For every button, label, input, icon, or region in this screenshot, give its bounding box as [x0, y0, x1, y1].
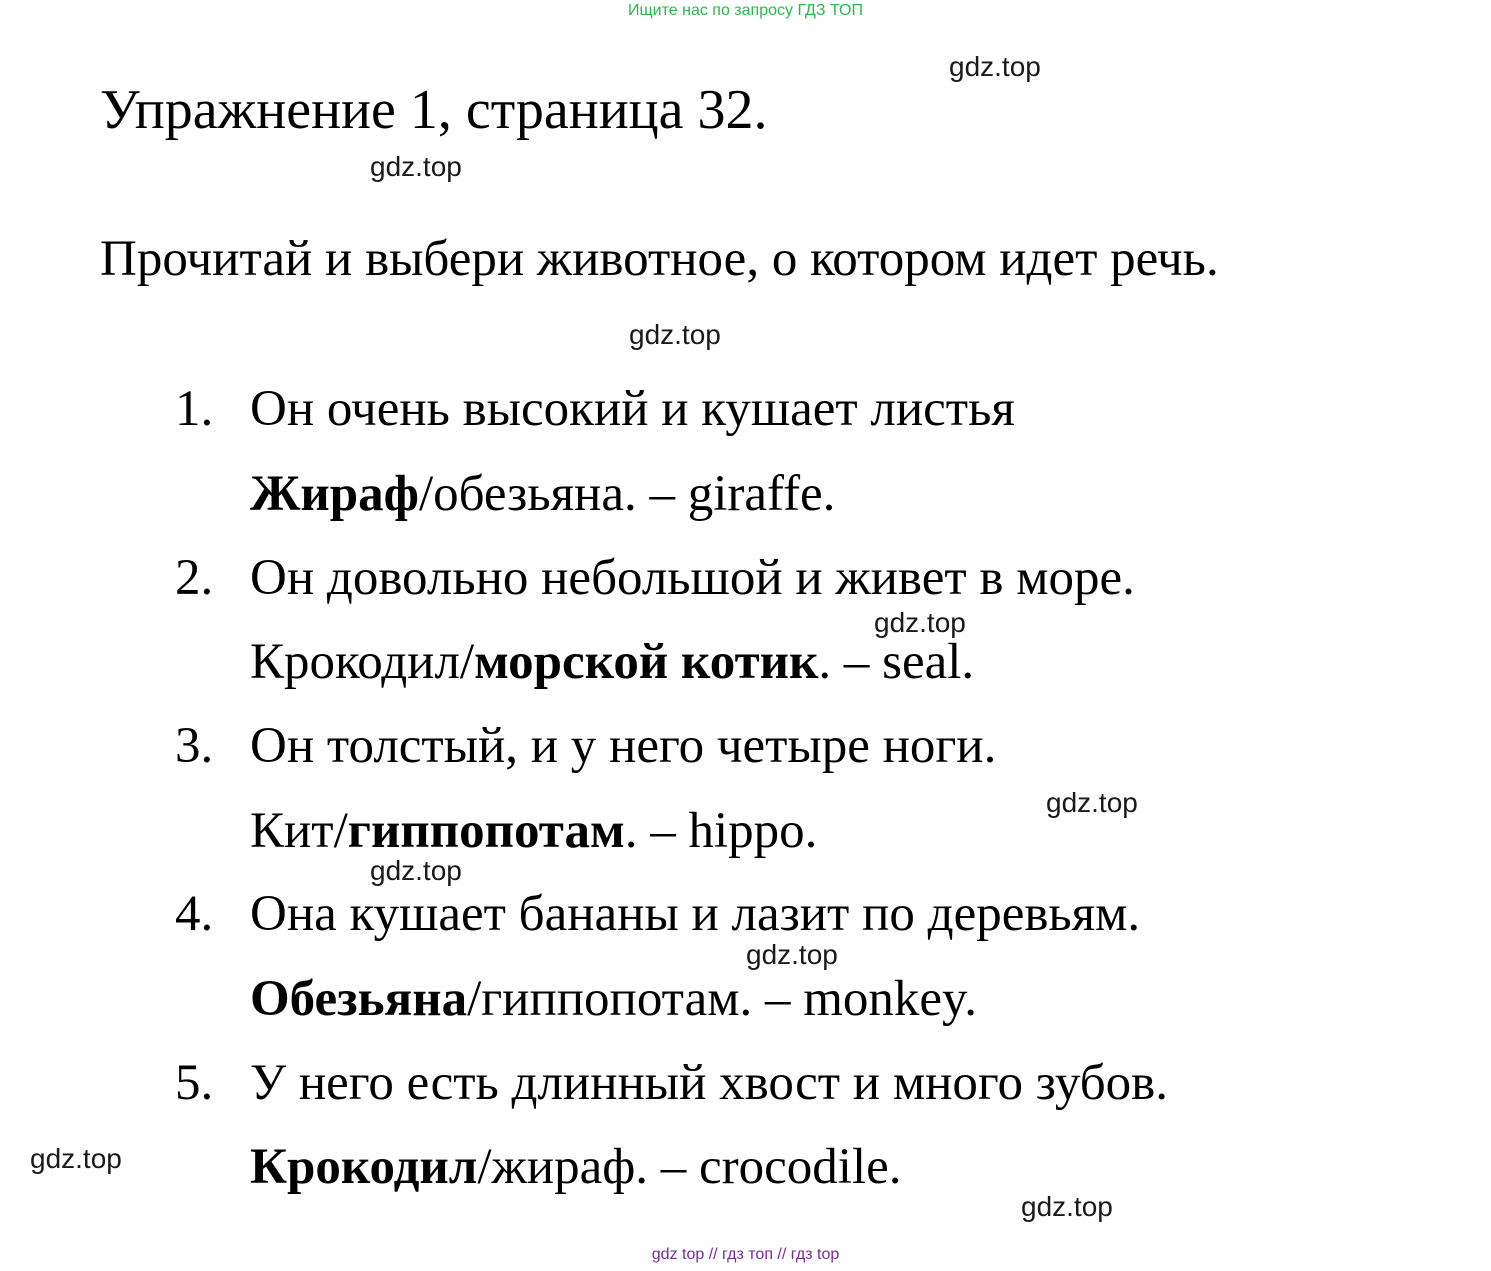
answer-bold: Обезьяна	[250, 971, 468, 1027]
item-number: 5.	[175, 1055, 214, 1111]
watermark: gdz.top	[370, 855, 462, 886]
watermark: gdz.top	[874, 607, 966, 638]
answer-rest: /обезьяна. – giraffe.	[418, 466, 836, 522]
watermark: gdz.top	[949, 51, 1041, 82]
bottom-footer: gdz top // гдз топ // гдз top	[651, 1246, 840, 1263]
item-question: Он толстый, и у него четыре ноги.	[250, 718, 997, 774]
item-number: 4.	[175, 886, 214, 942]
item-question: У него есть длинный хвост и много зубов.	[250, 1055, 1168, 1111]
answer-bold: Крокодил	[250, 1139, 478, 1195]
exercise-title: Упражнение 1, страница 32.	[100, 79, 768, 141]
instruction-text: Прочитай и выбери животное, о котором идет речь.	[100, 231, 1219, 287]
answer-rest: . – hippo.	[624, 803, 818, 859]
item-answer	[250, 466, 836, 522]
watermark: gdz.top	[746, 939, 838, 970]
answer-plain: Крокодил/	[250, 634, 475, 690]
item-answer	[250, 1139, 902, 1195]
top-banner: Ищите нас по запросу ГДЗ ТОП	[628, 2, 863, 19]
watermark: gdz.top	[1046, 787, 1138, 818]
answer-plain: Кит/	[250, 803, 348, 859]
answer-bold: гиппопотам	[347, 803, 625, 859]
item-question: Она кушает бананы и лазит по деревьям.	[250, 886, 1141, 942]
watermark: gdz.top	[629, 319, 721, 350]
item-question: Он довольно небольшой и живет в море.	[250, 550, 1135, 606]
answer-rest: . – seal.	[818, 634, 975, 690]
answer-bold: морской котик	[474, 634, 819, 690]
watermark: gdz.top	[370, 151, 462, 182]
item-answer	[250, 971, 977, 1027]
answer-rest: /гиппопотам. – monkey.	[467, 971, 977, 1027]
item-answer	[250, 634, 975, 690]
item-number: 2.	[175, 550, 214, 606]
answer-bold: Жираф	[250, 466, 419, 522]
watermark: gdz.top	[1021, 1191, 1113, 1222]
item-number: 3.	[175, 718, 214, 774]
watermark: gdz.top	[30, 1143, 122, 1174]
item-number: 1.	[175, 381, 214, 437]
item-answer	[250, 803, 818, 859]
answer-rest: /жираф. – crocodile.	[477, 1139, 902, 1195]
item-question: Он очень высокий и кушает листья	[250, 381, 1015, 437]
